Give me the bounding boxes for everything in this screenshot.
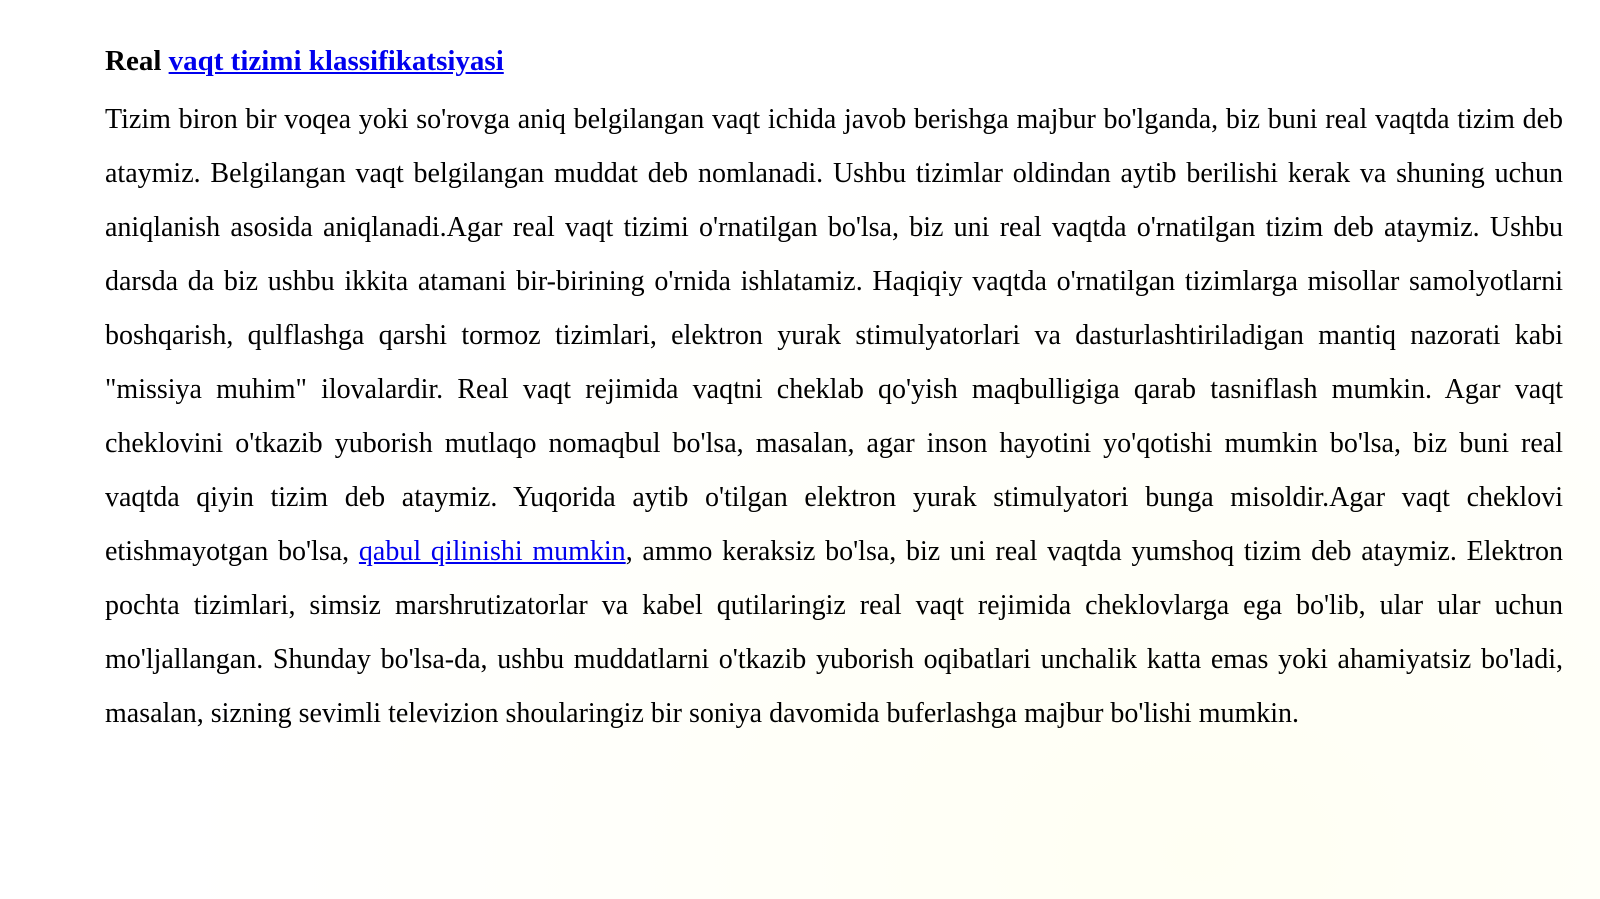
section-heading [105, 40, 1563, 82]
heading-prefix: Real [105, 45, 162, 77]
heading-link[interactable]: vaqt tizimi klassifikatsiyasi [168, 45, 504, 77]
paragraph-text-part1: Tizim biron bir voqea yoki so'rovga aniq belgilangan vaqt ichida javob berishga majbur bo'lganda, biz buni real vaqtda tizim deb ataymiz. Belgilangan vaqt belgilangan muddat deb nomlanadi. Ushbu tizimlar oldindan aytib berilishi kerak va shuning uchun aniqlanish asosida aniqlanadi.Agar real vaqt tizimi o'rnatilgan bo'lsa, biz uni real vaqtda o'rnatilgan tizim deb ataymiz. Ushbu darsda da biz ushbu ikkita atamani bir-birining o'rnida ishlatamiz. Haqiqiy vaqtda o'rnatilgan tizimlarga misollar samolyotlarni boshqarish, qulflashga qarshi tormoz tizimlari, elektron yurak stimulyatorlari va dasturlashtiriladigan mantiq nazorati kabi "missiya muhim" ilovalardir. Real vaqt rejimida vaqtni cheklab qo'yish maqbulligiga qarab tasniflash mumkin. Agar vaqt cheklovini o'tkazib yuborish mutlaqo nomaqbul bo'lsa, masalan, agar inson hayotini yo'qotishi mumkin bo'lsa, biz buni real vaqtda qiyin tizim deb ataymiz. Yuqorida aytib o'tilgan elektron yurak stimulyatori bunga misoldir.Agar vaqt cheklovi etishmayotgan bo'lsa, [105, 104, 1563, 567]
article-content [105, 40, 1563, 741]
inline-link[interactable]: qabul qilinishi mumkin [358, 536, 626, 567]
body-paragraph [105, 93, 1563, 741]
paragraph-text-part2: , ammo keraksiz bo'lsa, biz uni real vaqtda yumshoq tizim deb ataymiz. Elektron pochta tizimlari, simsiz marshrutizatorlar va kabel qutilaringiz real vaqt rejimida cheklovlarga ega bo'lib, ular ular uchun mo'ljallangan. Shunday bo'lsa-da, ushbu muddatlarni o'tkazib yuborish oqibatlari unchalik katta emas yoki ahamiyatsiz bo'ladi, masalan, sizning sevimli televizion shoularingiz bir soniya davomida buferlashga majbur bo'lishi mumkin. [105, 536, 1564, 729]
